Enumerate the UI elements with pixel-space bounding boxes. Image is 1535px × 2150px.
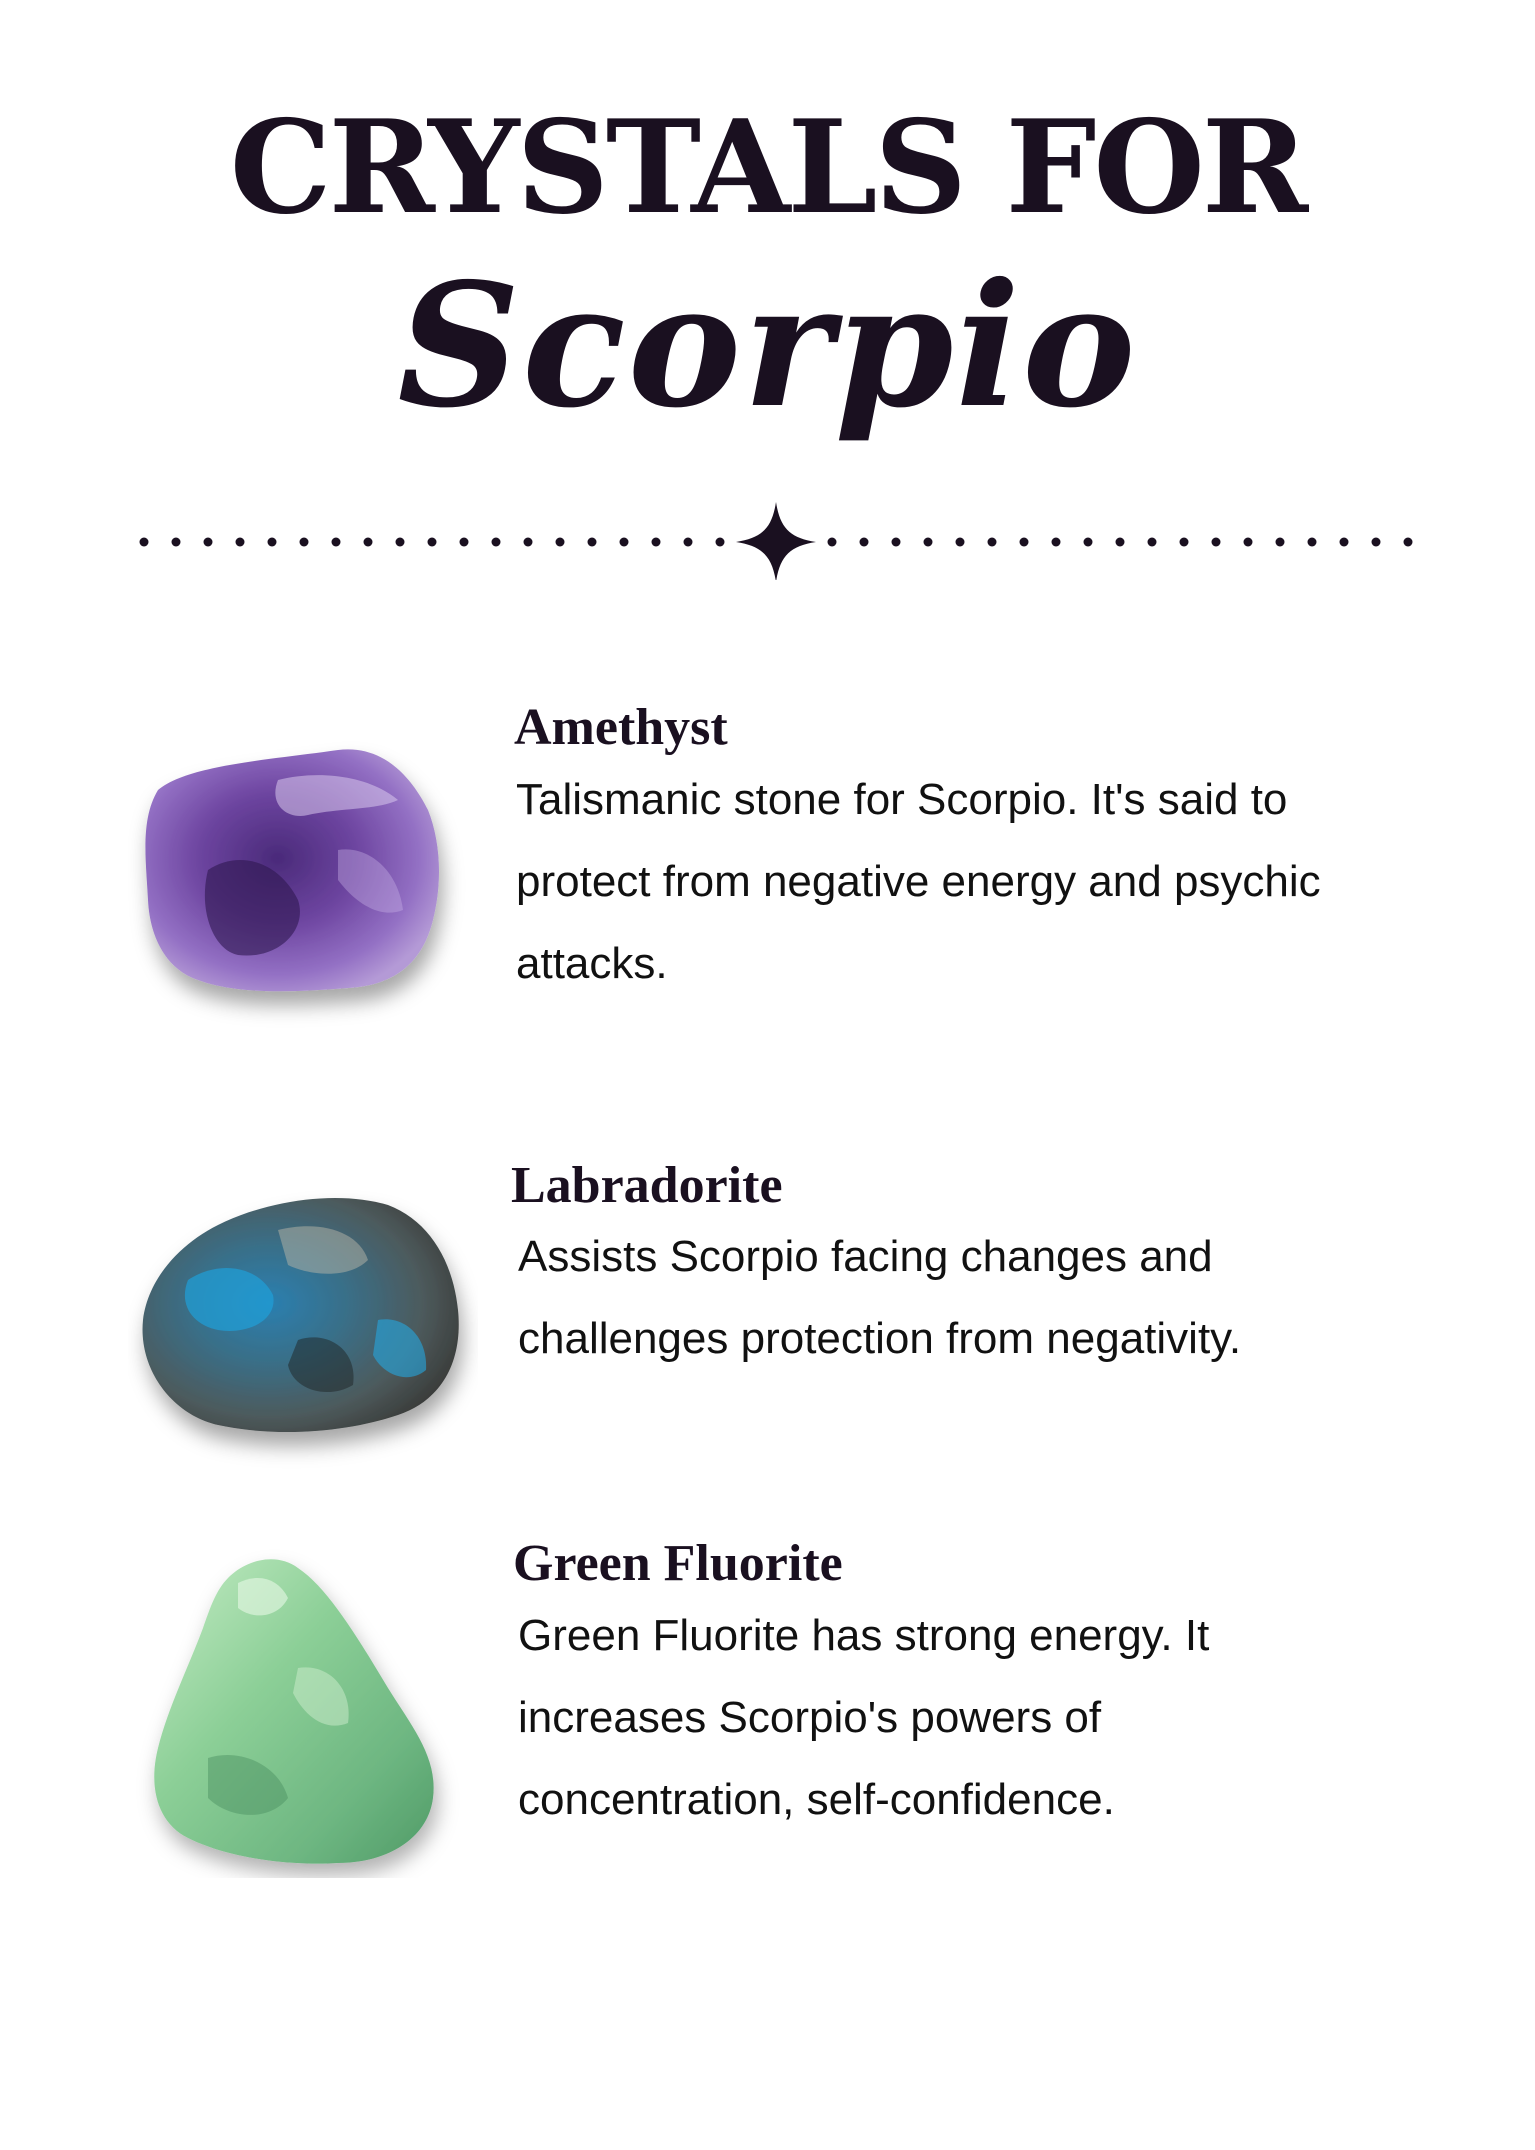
divider-dots-left <box>140 538 725 547</box>
crystal-description: Assists Scorpio facing changes and challenges protection from negativity. <box>518 1232 1242 1363</box>
crystal-description: Green Fluorite has strong energy. It increases Scorpio's powers of concentration, self-confidence. <box>518 1611 1210 1824</box>
dotted-divider <box>120 500 1440 580</box>
title-crystals-for: CRYSTALS FOR <box>229 93 1306 243</box>
green-fluorite-stone-image <box>128 1548 478 1878</box>
amethyst-stone-image <box>128 730 478 1030</box>
crystal-name: Amethyst <box>514 699 728 756</box>
title-scorpio: Scorpio <box>397 246 1138 446</box>
crystal-name: Labradorite <box>511 1157 783 1214</box>
crystal-description: Talismanic stone for Scorpio. It's said to protect from negative energy and psychic attacks. <box>516 775 1321 988</box>
crystal-name: Green Fluorite <box>513 1535 843 1592</box>
divider-dots-right <box>828 538 1413 547</box>
sparkle-star-icon <box>736 502 816 580</box>
labradorite-stone-image <box>128 1170 478 1470</box>
